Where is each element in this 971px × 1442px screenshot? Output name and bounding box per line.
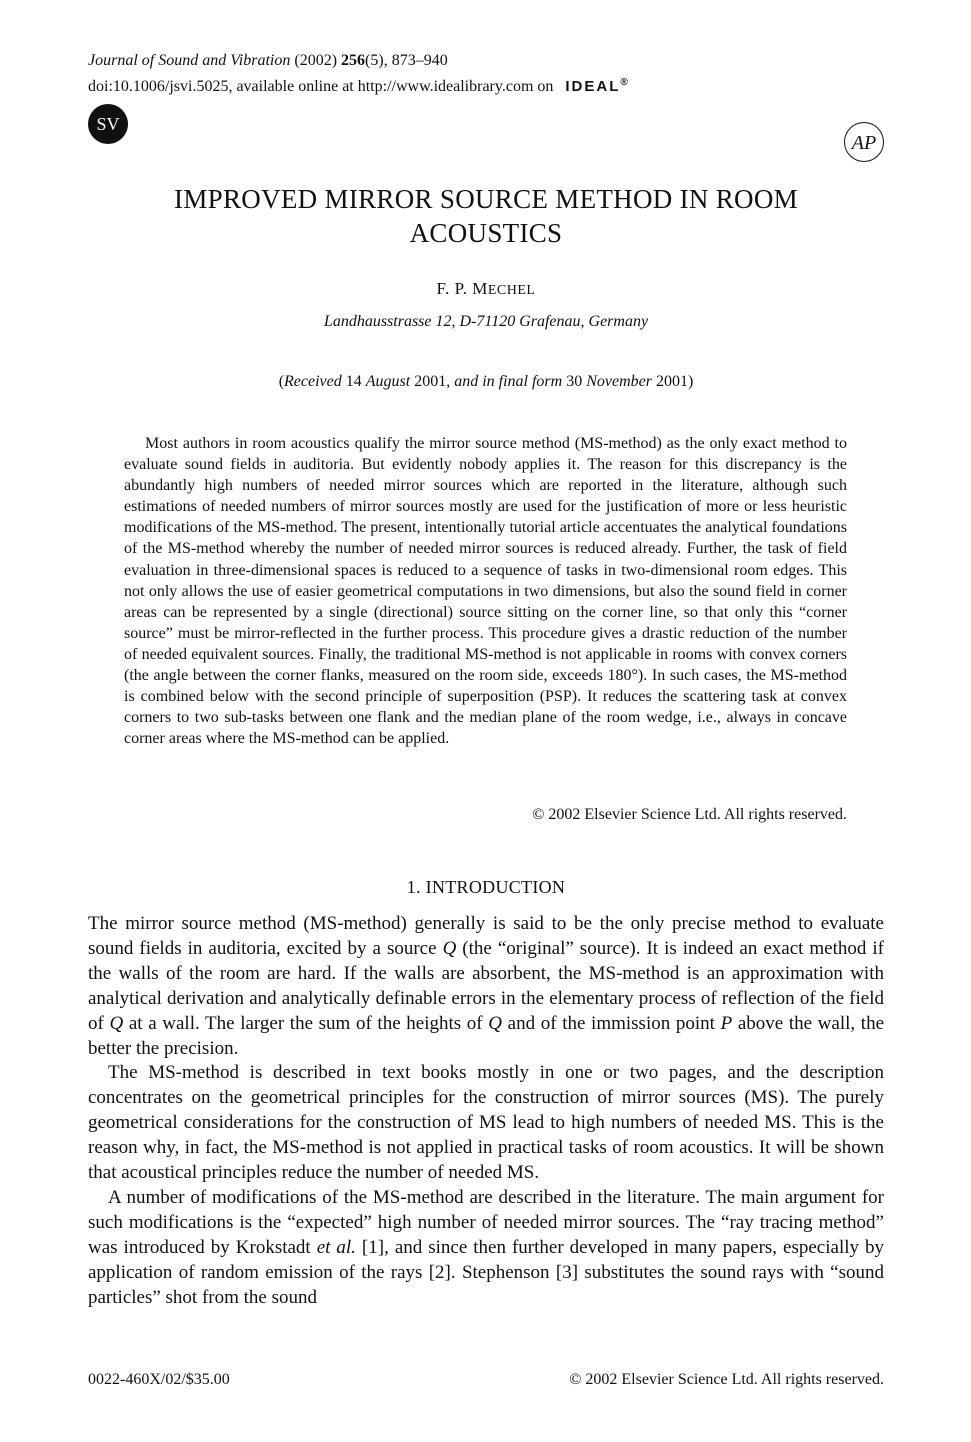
journal-volume: 256 <box>341 52 366 69</box>
abstract-text: Most authors in room acoustics qualify the mirror source method (MS-method) as the only exact method to evaluate sound fields in auditoria. But evidently nobody applies it. The reason for this discrepancy is the abundantly high numbers of needed mirror sources which are reported in the literature, although such estimations of needed numbers of mirror sources mostly are used for the justification of more or less heuristic modifications of the MS-method. The present, intentionally tutorial article accentuates the analytical foundations of the MS-method whereby the number of needed mirror sources is reduced already. Further, the task of field evaluation in three-dimensional spaces is reduced to a sequence of tasks in two-dimensional room edges. This not only allows the use of easier geometrical computations in two dimensions, but also the sound field in corner areas can be represented by a single (directional) source sitting on the corner line, so that only this “corner source” must be mirror-reflected in the further process. This procedure gives a drastic reduction of the number of needed equivalent sources. Finally, the traditional MS-method is not applicable in rooms with convex corners (the angle between the corner flanks, measured on the room side, exceeds 180°). In such cases, the MS-method is combined below with the second principle of superposition (PSP). It reduces the scattering task at convex corners to two sub-tasks between one flank and the median plane of the room wedge, i.e., always in concave corner areas where the MS-method can be applied. <box>124 435 847 748</box>
title-line-1: IMPROVED MIRROR SOURCE METHOD IN ROOM <box>174 184 798 214</box>
p1-symbol-q: Q <box>488 1012 503 1034</box>
doi-line <box>88 72 628 98</box>
p1-symbol-p: P <box>720 1012 733 1034</box>
sv-publisher-logo: SV <box>88 104 128 144</box>
journal-year: (2002) <box>294 52 338 69</box>
received-day: 14 <box>341 373 366 390</box>
journal-issue-pages: (5), 873–940 <box>365 52 448 69</box>
p3-et-al: et al. <box>316 1236 356 1258</box>
received-month: August <box>365 373 411 390</box>
journal-name: Journal of Sound and Vibration <box>88 52 291 69</box>
p1-symbol-q: Q <box>442 937 457 959</box>
p1-text-d: and of the immission point <box>502 1012 721 1034</box>
final-month: November <box>586 373 652 390</box>
received-open: ( <box>278 373 285 390</box>
p1-text-c: at a wall. The larger the sum of the heights of <box>123 1012 489 1034</box>
received-dates <box>88 373 884 391</box>
final-day: 30 <box>562 373 587 390</box>
abstract-copyright: © 2002 Elsevier Science Ltd. All rights reserved. <box>532 806 847 823</box>
ap-publisher-logo: AP <box>844 122 884 162</box>
ideal-logo-text: IDEAL <box>565 78 621 95</box>
section-heading-introduction: 1. INTRODUCTION <box>406 877 566 897</box>
p1-text-e: above the wall, the better the precision. <box>88 1012 884 1059</box>
article-title <box>88 182 884 250</box>
author-name <box>88 279 884 299</box>
final-label: and in final form <box>454 373 563 390</box>
paragraph-1 <box>88 912 884 1061</box>
doi-text: doi:10.1006/jsvi.5025, available online at http://www.idealibrary.com on <box>88 78 554 95</box>
p1-text-a: The mirror source method (MS-method) generally is said to be the only precise method to evaluate sound fields in auditoria, excited by a source <box>88 913 884 959</box>
footer-copyright: © 2002 Elsevier Science Ltd. All rights reserved. <box>569 1371 884 1388</box>
body-text <box>88 912 884 1311</box>
paragraph-2: The MS-method is described in text books mostly in one or two pages, and the description concentrates on the geometrical principles for the construction of mirror sources (MS). The purely geometrical considerations for the construction of MS lead to high numbers of needed MS. This is the reason why, in fact, the MS-method is not applied in practical tasks of room acoustics. It will be shown that acoustical principles reduce the number of needed MS. <box>88 1062 884 1184</box>
author-affiliation: Landhausstrasse 12, D-71120 Grafenau, Germany <box>323 313 649 330</box>
title-line-2: ACOUSTICS <box>409 218 563 248</box>
issn-price: 0022-460X/02/$35.00 <box>88 1371 230 1388</box>
ideal-logo <box>565 72 627 98</box>
received-label: Received <box>284 373 342 390</box>
paragraph-3 <box>88 1186 884 1311</box>
journal-header <box>88 50 628 98</box>
author-smallcaps: ECHEL <box>487 283 536 298</box>
received-year: 2001, <box>410 373 455 390</box>
final-year: 2001) <box>651 373 694 390</box>
p3-text-b: [1], and since then further developed in many papers, especially by application of random emission of the rays [2]. Stephenson [3] substitutes the sound rays with “sound particles” shot from the sound <box>88 1236 884 1308</box>
p1-symbol-q: Q <box>109 1012 124 1034</box>
author-initials: F. P. M <box>436 279 488 298</box>
p3-text-a: A number of modifications of the MS-method are described in the literature. The main argument for such modifications is the “expected” high number of needed mirror sources. The “ray tracing method” was introduced by Krokstadt <box>88 1186 884 1258</box>
p1-text-b: (the “original” source). It is indeed an exact method if the walls of the room are hard. If the walls are absorbent, the MS-method is an approximation with analytical derivation and analytically definable errors in the elementary process of reflection of the field of <box>88 937 885 1034</box>
ideal-registered-mark: ® <box>620 77 628 88</box>
citation-line <box>88 50 628 72</box>
